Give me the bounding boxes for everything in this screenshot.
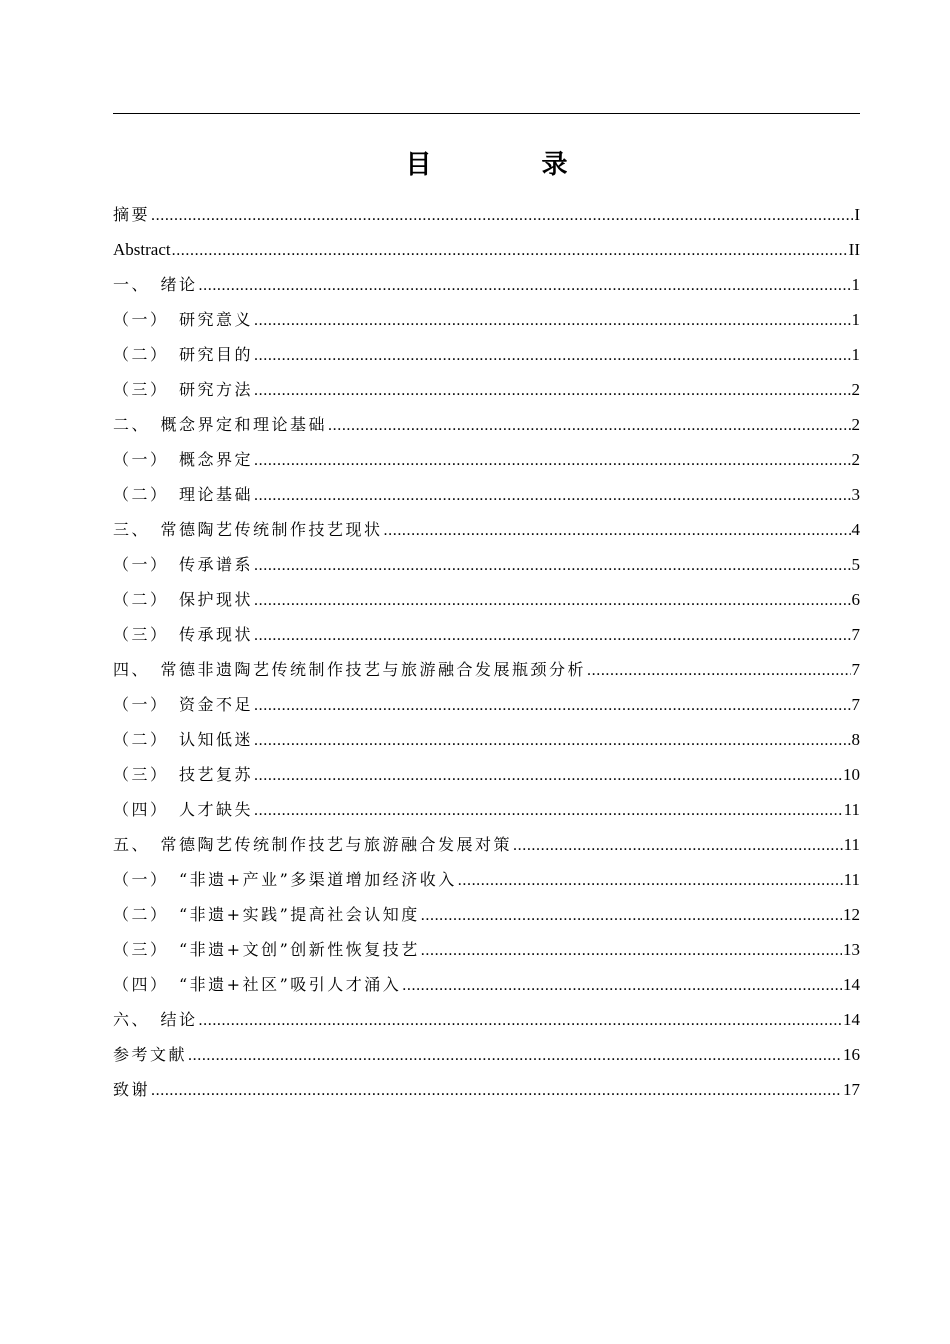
- toc-entry-label: 二、 概念界定和理论基础: [113, 415, 328, 434]
- toc-leader: [254, 303, 850, 338]
- toc-entry-page: I: [854, 205, 860, 224]
- toc-entry-label: 摘要: [113, 205, 151, 224]
- toc-entry-page: 2: [851, 450, 860, 469]
- toc-leader: [254, 723, 850, 758]
- toc-entry-label: （三） 研究方法: [113, 380, 254, 399]
- toc-entry-page: 6: [851, 590, 860, 609]
- toc-leader: [458, 863, 843, 898]
- toc-leader: [254, 793, 843, 828]
- toc-entry-label: （二） 保护现状: [113, 590, 254, 609]
- toc-entry-page: 11: [843, 870, 860, 889]
- toc-entry-page: 7: [851, 660, 860, 679]
- toc-entry-page: II: [848, 240, 860, 259]
- toc-entry-page: 11: [843, 800, 860, 819]
- page-title: 目 录: [405, 150, 610, 180]
- toc-entry-page: 2: [851, 380, 860, 399]
- toc-entry[interactable]: [113, 232, 860, 267]
- toc-leader: [328, 408, 850, 443]
- toc-leader: [254, 338, 850, 373]
- toc-leader: [199, 268, 851, 303]
- toc-entry-label: （一） 研究意义: [113, 310, 254, 329]
- toc-entry[interactable]: [113, 757, 860, 792]
- toc-entry[interactable]: [113, 827, 860, 862]
- toc-entry-label: 四、 常德非遗陶艺传统制作技艺与旅游融合发展瓶颈分析: [113, 660, 587, 679]
- toc-entry[interactable]: [113, 197, 860, 232]
- toc-entry[interactable]: [113, 687, 860, 722]
- toc-entry-page: 8: [851, 730, 860, 749]
- toc-entry-label: 五、 常德陶艺传统制作技艺与旅游融合发展对策: [113, 835, 513, 854]
- toc-entry-label: 一、 绪论: [113, 275, 198, 294]
- toc-entry-label: （一） 传承谱系: [113, 555, 254, 574]
- toc-entry-label: （一） “非遗+产业”多渠道增加经济收入: [113, 870, 457, 889]
- toc-leader: [254, 478, 850, 513]
- toc-entry-page: 16: [843, 1045, 860, 1064]
- toc-entry[interactable]: [113, 442, 860, 477]
- toc-entry[interactable]: [113, 932, 860, 967]
- toc-entry-label: （一） 资金不足: [113, 695, 254, 714]
- toc-entry-page: 7: [851, 695, 860, 714]
- toc-leader: [172, 233, 848, 268]
- toc-entry[interactable]: [113, 792, 860, 827]
- toc-entry-label: （三） 传承现状: [113, 625, 254, 644]
- toc-entry[interactable]: [113, 407, 860, 442]
- toc-entry[interactable]: [113, 547, 860, 582]
- toc-entry[interactable]: [113, 897, 860, 932]
- toc-entry-page: 3: [851, 485, 860, 504]
- toc-leader: [254, 618, 850, 653]
- toc-entry-label: （二） 认知低迷: [113, 730, 254, 749]
- toc-entry-label: （四） 人才缺失: [113, 800, 254, 819]
- toc-entry-label: （三） “非遗+文创”创新性恢复技艺: [113, 940, 420, 959]
- toc-entry[interactable]: [113, 582, 860, 617]
- toc-leader: [151, 1073, 842, 1108]
- toc-entry-label: （二） “非遗+实践”提高社会认知度: [113, 905, 420, 924]
- toc-entry[interactable]: [113, 267, 860, 302]
- toc-entry-label: （二） 理论基础: [113, 485, 254, 504]
- header-rule: [113, 113, 860, 114]
- toc-entry[interactable]: [113, 1072, 860, 1107]
- toc-entry[interactable]: [113, 617, 860, 652]
- toc-entry[interactable]: [113, 512, 860, 547]
- toc-entry-label: 致谢: [113, 1080, 151, 1099]
- toc-entry-page: 10: [843, 765, 860, 784]
- toc-entry-page: 4: [851, 520, 860, 539]
- toc-entry[interactable]: [113, 652, 860, 687]
- toc-entry[interactable]: [113, 1037, 860, 1072]
- toc-entry-page: 5: [851, 555, 860, 574]
- toc-entry[interactable]: [113, 1002, 860, 1037]
- toc-leader: [587, 653, 850, 688]
- toc-leader: [402, 968, 842, 1003]
- toc-entry-page: 11: [843, 835, 860, 854]
- toc-entry-page: 12: [843, 905, 860, 924]
- toc-entry[interactable]: [113, 477, 860, 512]
- toc-entry[interactable]: [113, 722, 860, 757]
- toc-entry-page: 7: [851, 625, 860, 644]
- toc-entry[interactable]: [113, 967, 860, 1002]
- toc-leader: [254, 548, 850, 583]
- toc-leader: [254, 758, 842, 793]
- toc-entry-label: （一） 概念界定: [113, 450, 254, 469]
- toc-leader: [421, 933, 842, 968]
- toc-entry-label: 三、 常德陶艺传统制作技艺现状: [113, 520, 383, 539]
- toc-entry-page: 17: [843, 1080, 860, 1099]
- toc-entry-label: （四） “非遗+社区”吸引人才涌入: [113, 975, 402, 994]
- toc-entry-page: 13: [843, 940, 860, 959]
- toc-entry[interactable]: [113, 302, 860, 337]
- toc-leader: [188, 1038, 842, 1073]
- toc-entry-page: 14: [843, 975, 860, 994]
- toc-entry-label: （三） 技艺复苏: [113, 765, 254, 784]
- toc-leader: [254, 688, 850, 723]
- toc-entry[interactable]: [113, 372, 860, 407]
- table-of-contents: [113, 197, 860, 1107]
- toc-entry-page: 14: [843, 1010, 860, 1029]
- toc-entry[interactable]: [113, 862, 860, 897]
- toc-leader: [151, 198, 853, 233]
- toc-entry-page: 1: [851, 345, 860, 364]
- toc-leader: [254, 443, 850, 478]
- toc-leader: [254, 373, 850, 408]
- toc-entry-page: 2: [851, 415, 860, 434]
- toc-entry-label: 参考文献: [113, 1045, 188, 1064]
- toc-entry-label: Abstract: [113, 240, 171, 259]
- toc-leader: [421, 898, 842, 933]
- toc-entry-label: （二） 研究目的: [113, 345, 254, 364]
- toc-entry[interactable]: [113, 337, 860, 372]
- toc-leader: [199, 1003, 842, 1038]
- toc-entry-page: 1: [851, 310, 860, 329]
- toc-leader: [254, 583, 850, 618]
- toc-entry-page: 1: [851, 275, 860, 294]
- toc-leader: [384, 513, 851, 548]
- toc-leader: [513, 828, 843, 863]
- toc-entry-label: 六、 结论: [113, 1010, 198, 1029]
